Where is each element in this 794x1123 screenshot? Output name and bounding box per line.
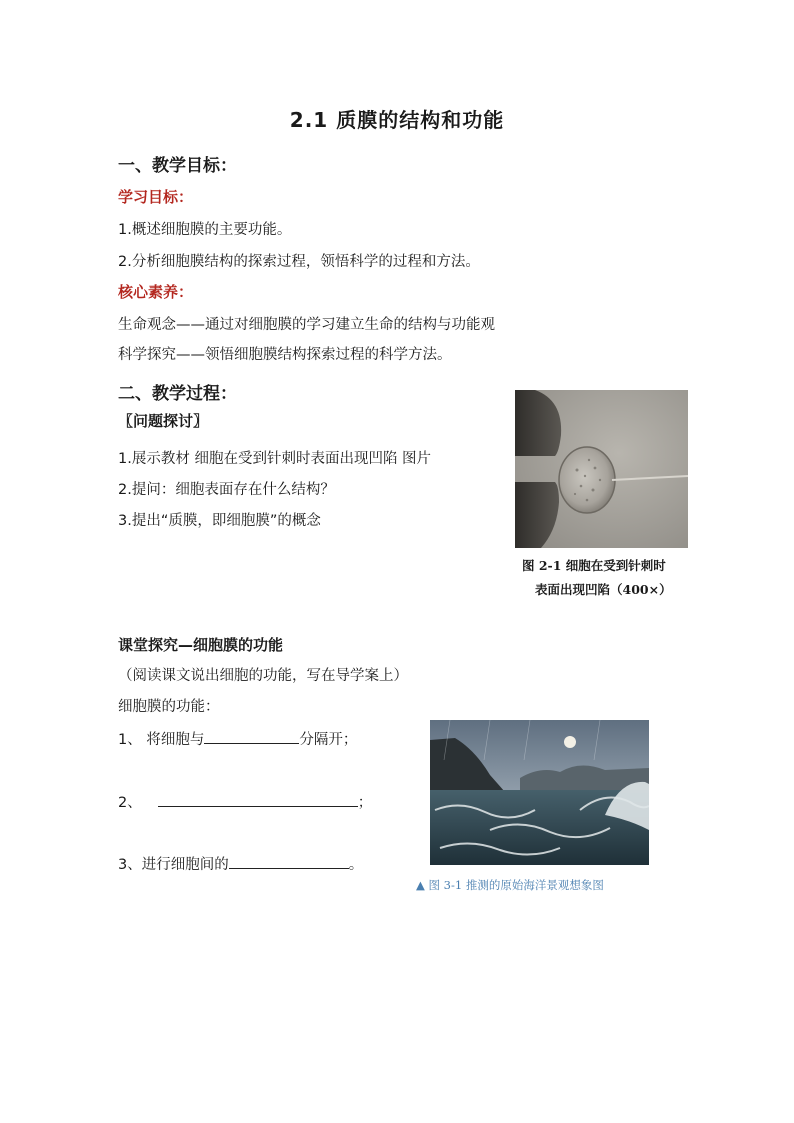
explore-heading: 课堂探究—细胞膜的功能 (118, 636, 284, 654)
ocean-painting-drawing (430, 720, 649, 865)
section-heading-objectives: 一、教学目标： (118, 156, 237, 176)
function-item-3-suffix: 。 (348, 857, 364, 873)
discussion-step-2: 2.提问：细胞表面存在什么结构？ (118, 482, 335, 498)
ocean-painting-image (430, 720, 649, 865)
function-item-1-suffix: 分隔开； (299, 732, 358, 748)
function-item-1-prefix: 1、 将细胞与 (118, 732, 205, 748)
cell-figure-caption-line2: 表面出现凹陷（400×） (535, 582, 672, 597)
function-item-1-blank[interactable] (204, 729, 299, 744)
functions-label: 细胞膜的功能： (118, 699, 220, 715)
function-item-2-suffix: ； (357, 795, 373, 811)
page-title: 2.1 质膜的结构和功能 (289, 108, 505, 132)
function-item-3-prefix: 3、进行细胞间的 (118, 857, 229, 873)
function-item-2-blank[interactable] (158, 792, 358, 807)
section-heading-process: 二、教学过程： (118, 384, 237, 404)
discussion-step-1: 1.展示教材 细胞在受到针刺时表面出现凹陷 图片 (118, 451, 432, 467)
goal-item-1: 1.概述细胞膜的主要功能。 (118, 222, 292, 238)
learning-goals-label: 学习目标： (118, 188, 194, 206)
cell-micrograph-drawing (515, 390, 688, 548)
goal-item-2: 2.分析细胞膜结构的探索过程，领悟科学的过程和方法。 (118, 254, 480, 270)
function-item-2-prefix: 2、 (118, 795, 142, 811)
core-item-1: 生命观念——通过对细胞膜的学习建立生命的结构与功能观 (118, 317, 495, 333)
discussion-step-3: 3.提出“质膜，即细胞膜”的概念 (118, 513, 321, 529)
cell-micrograph-image (515, 390, 688, 548)
function-item-1 (118, 728, 357, 749)
function-item-2 (118, 791, 372, 812)
function-item-3 (118, 853, 363, 874)
function-item-3-blank[interactable] (229, 854, 349, 869)
explore-note: （阅读课文说出细胞的功能，写在导学案上） (118, 668, 408, 684)
ocean-figure-caption: ▲ 图 3-1 推测的原始海洋景观想象图 (416, 878, 604, 892)
core-item-2: 科学探究——领悟细胞膜结构探索过程的科学方法。 (118, 347, 452, 363)
discussion-label: 〖问题探讨〗 (118, 412, 209, 430)
core-literacy-label: 核心素养： (118, 283, 194, 301)
cell-figure-caption-line1: 图 2-1 细胞在受到针刺时 (522, 558, 666, 573)
